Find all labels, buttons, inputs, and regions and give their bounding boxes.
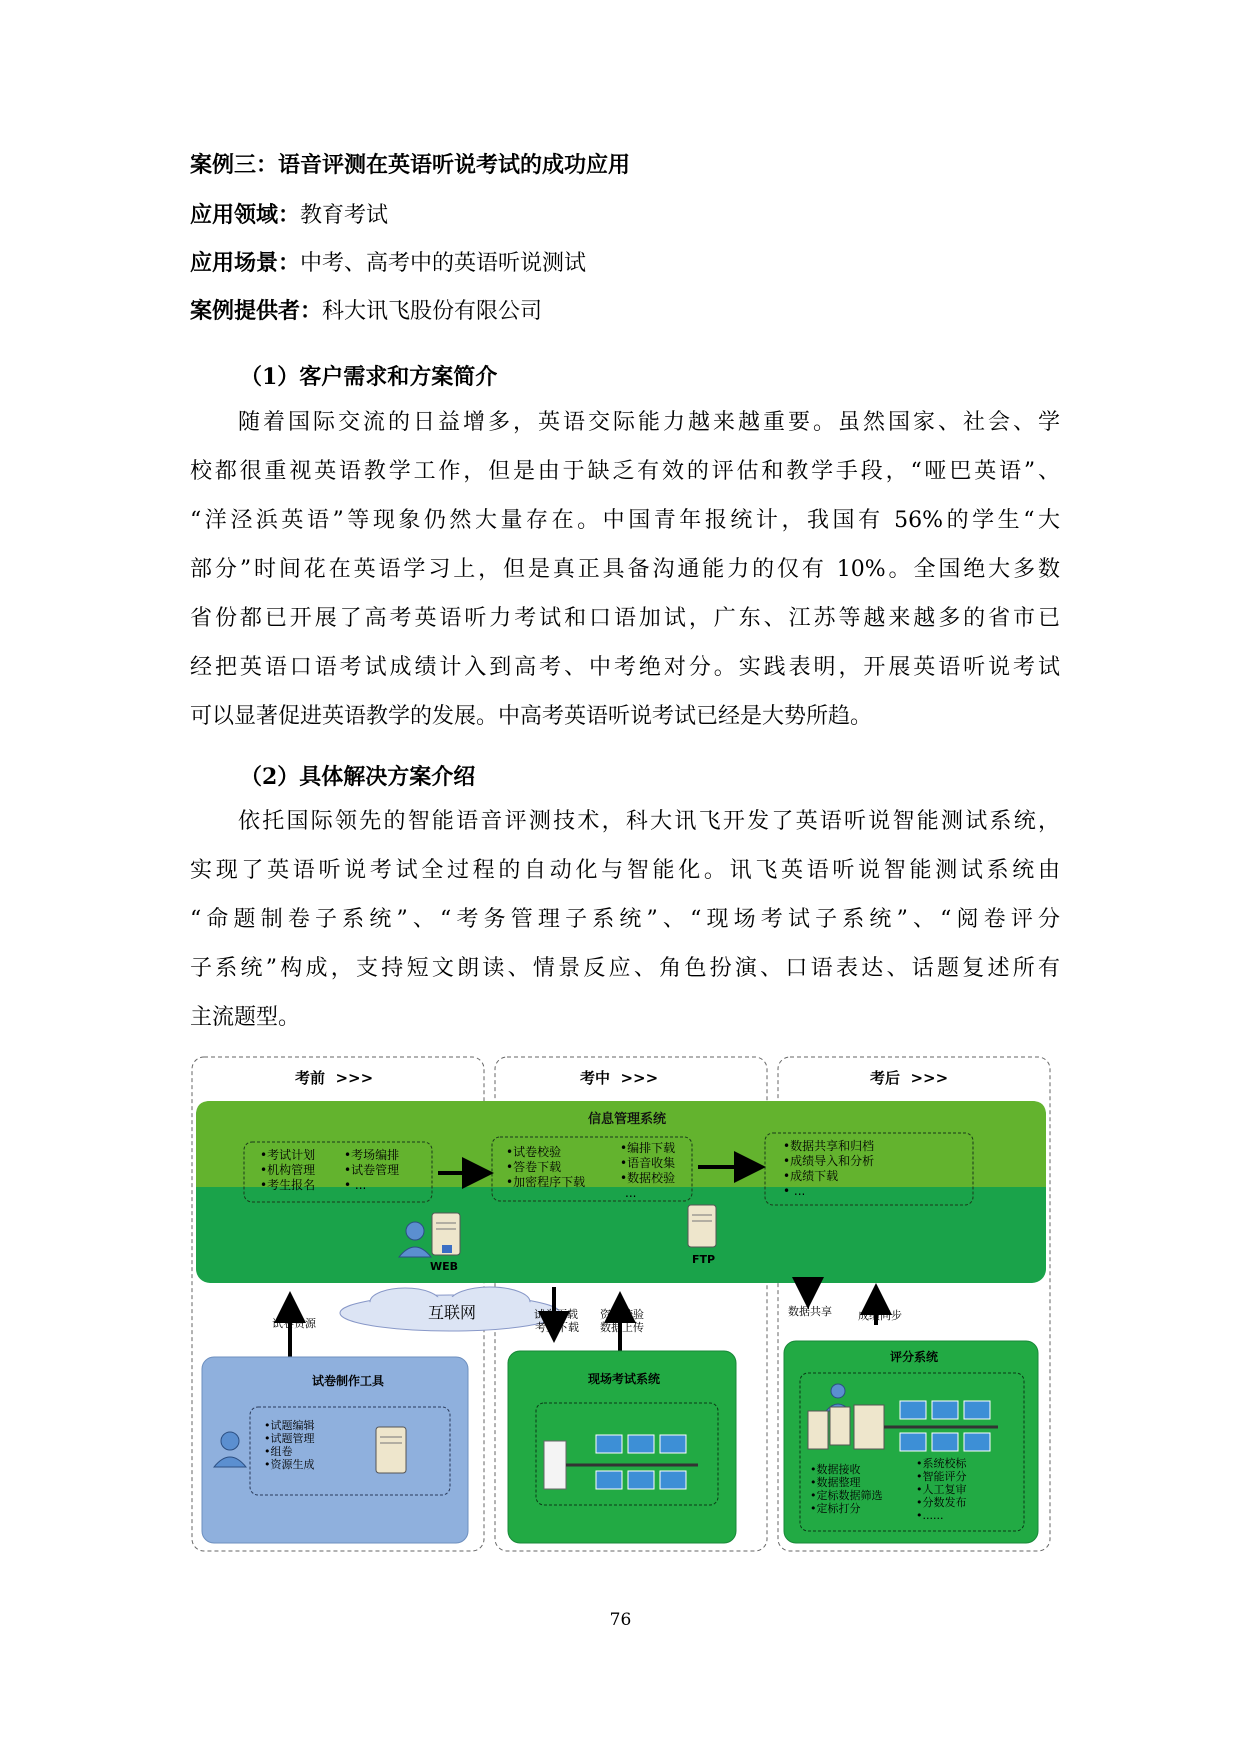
section1-paragraph xyxy=(190,398,1060,741)
paragraph-line: 主流题型。 xyxy=(190,1005,301,1030)
after-items: •数据共享和归档 •成绩导入和分析 •成绩下载 • ... xyxy=(783,1139,875,1198)
download-label: 试卷下载 考生下载 xyxy=(534,1308,579,1334)
application-field: 应用领域：教育考试 xyxy=(190,202,389,228)
section1-heading: （1）客户需求和方案简介 xyxy=(240,364,498,390)
web-server-icon xyxy=(432,1213,460,1255)
onsite-exam-title: 现场考试系统 xyxy=(588,1372,661,1386)
during-items-b: •编排下载 •语音收集 •数据校验 ... xyxy=(620,1141,676,1200)
section2-paragraph xyxy=(190,797,1060,1042)
before-items-a: •考试计划 •机构管理 •考生报名 xyxy=(260,1148,316,1192)
case-provider: 案例提供者：科大讯飞股份有限公司 xyxy=(190,298,543,324)
paper-tool-title: 试卷制作工具 xyxy=(312,1374,385,1388)
data-share-label: 数据共享 xyxy=(788,1305,832,1318)
paragraph-line: 随着国际交流的日益增多，英语交际能力越来越重要。虽然国家、社会、学 xyxy=(238,410,1060,435)
paragraph-line: 省份都已开展了高考英语听力考试和口语加试，广东、江苏等越来越多的省市已 xyxy=(190,606,1060,631)
paragraph-line: 实现了英语听说考试全过程的自动化与智能化。讯飞英语听说智能测试系统由 xyxy=(190,858,1060,883)
internet-label: 互联网 xyxy=(428,1303,477,1322)
upload-label: 资源校验 数据上传 xyxy=(600,1308,644,1334)
ftp-label: FTP xyxy=(692,1253,716,1266)
paragraph-line: “命题制卷子系统”、“考务管理子系统”、“现场考试子系统”、“阅卷评分 xyxy=(190,907,1060,932)
system-architecture-diagram xyxy=(190,1055,1052,1555)
phase-after-label: 考后 >>> xyxy=(870,1069,949,1087)
scoring-items-a: •数据接收 •数据整理 •定标数据筛选 •定标打分 xyxy=(810,1463,883,1515)
paragraph-line: 可以显著促进英语教学的发展。中高考英语听说考试已经是大势所趋。 xyxy=(190,704,873,729)
application-scene: 应用场景：中考、高考中的英语听说测试 xyxy=(190,250,587,276)
section2-heading: （2）具体解决方案介绍 xyxy=(240,764,476,790)
paragraph-line: 校都很重视英语教学工作，但是由于缺乏有效的评估和教学手段，“哑巴英语”、 xyxy=(190,459,1060,484)
paper-resource-label: 试卷资源 xyxy=(272,1317,316,1330)
info-system-title: 信息管理系统 xyxy=(588,1112,667,1127)
ftp-server-icon xyxy=(688,1205,716,1247)
before-items-b: •考场编排 •试卷管理 • ... xyxy=(344,1148,400,1192)
paragraph-line: 经把英语口语考试成绩计入到高考、中考绝对分。实践表明，开展英语听说考试 xyxy=(190,655,1060,680)
phase-during-label: 考中 >>> xyxy=(580,1069,659,1087)
case-title: 案例三：语音评测在英语听说考试的成功应用 xyxy=(190,152,631,178)
tool-server-icon xyxy=(376,1427,406,1473)
paragraph-line: “洋泾浜英语”等现象仍然大量存在。中国青年报统计，我国有 56%的学生“大 xyxy=(190,508,1060,533)
paragraph-line: 部分”时间花在英语学习上，但是真正具备沟通能力的仅有 10%。全国绝大多数 xyxy=(190,557,1060,582)
phase-before-label: 考前 >>> xyxy=(295,1069,374,1087)
scoring-title: 评分系统 xyxy=(890,1350,939,1364)
score-sync-label: 成绩同步 xyxy=(858,1309,902,1322)
during-items-a: •试卷校验 •答卷下载 •加密程序下载 xyxy=(506,1145,586,1189)
web-label: WEB xyxy=(430,1260,459,1273)
page-number: 76 xyxy=(609,1610,632,1630)
paragraph-line: 依托国际领先的智能语音评测技术，科大讯飞开发了英语听说智能测试系统， xyxy=(238,809,1060,834)
tool-items: •试题编辑 •试题管理 •组卷 •资源生成 xyxy=(264,1419,315,1471)
paragraph-line: 子系统”构成，支持短文朗读、情景反应、角色扮演、口语表达、话题复述所有 xyxy=(190,956,1060,981)
scoring-items-b: •系统校标 •智能评分 •人工复审 •分数发布 •...... xyxy=(916,1457,967,1522)
